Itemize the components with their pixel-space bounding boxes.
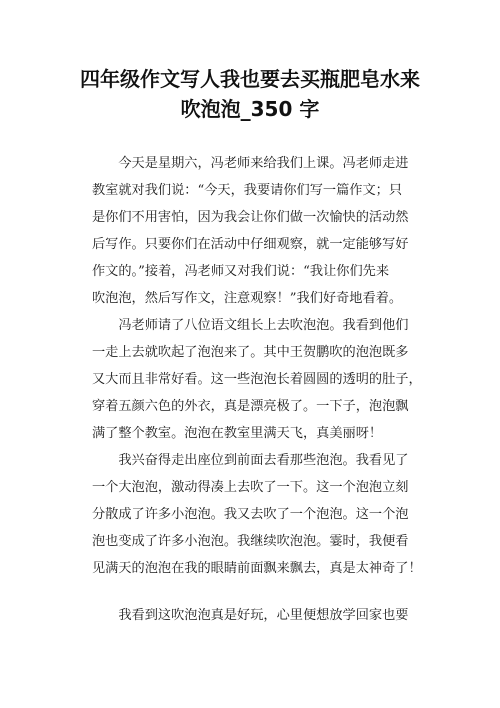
article-body <box>92 150 432 629</box>
text-line: 吹泡泡，然后写作文，注意观察！”我们好奇地看着。 <box>92 291 403 306</box>
text-line: 泡也变成了许多小泡泡。我继续吹泡泡。霎时，我便看 <box>92 534 409 549</box>
document-title <box>60 64 440 124</box>
text-line: 后写作。只要你们在活动中仔细观察，就一定能够写好 <box>92 237 409 252</box>
text-line: 今天是星期六，冯老师来给我们上课。冯老师走进 <box>92 156 409 171</box>
text-line: 见满天的泡泡在我的眼睛前面飘来飘去，真是太神奇了！ <box>92 561 422 576</box>
text-line: 一个大泡泡，激动得凑上去吹了一下。这一个泡泡立刻 <box>92 480 409 495</box>
text-line: 又大而且非常好看。这一些泡泡长着圆圆的透明的肚子， <box>92 372 422 387</box>
text-line: 作文的。”接着，冯老师又对我们说：“我让你们先来 <box>92 264 390 279</box>
text-line: 一走上去就吹起了泡泡来了。其中王贺鹏吹的泡泡既多 <box>92 345 409 360</box>
text-line: 分散成了许多小泡泡。我又去吹了一个泡泡。这一个泡 <box>92 507 409 522</box>
text-line: 穿着五颜六色的外衣，真是漂亮极了。一下子，泡泡飘 <box>92 399 409 414</box>
text-line: 我看到这吹泡泡真是好玩，心里便想放学回家也要 <box>92 608 409 623</box>
text-line: 教室就对我们说：“今天，我要请你们写一篇作文；只 <box>92 183 403 198</box>
title-line-2: 吹泡泡_350 字 <box>180 97 320 121</box>
text-line: 满了整个教室。泡泡在教室里满天飞，真美丽呀！ <box>92 426 383 441</box>
text-line: 是你们不用害怕，因为我会让你们做一次愉快的活动然 <box>92 210 409 225</box>
paragraph-gap <box>92 582 432 602</box>
text-line: 我兴奋得走出座位到前面去看那些泡泡。我看见了 <box>92 453 409 468</box>
text-line: 冯老师请了八位语文组长上去吹泡泡。我看到他们 <box>92 318 409 333</box>
title-line-1: 四年级作文写人我也要去买瓶肥皂水来 <box>80 67 420 91</box>
